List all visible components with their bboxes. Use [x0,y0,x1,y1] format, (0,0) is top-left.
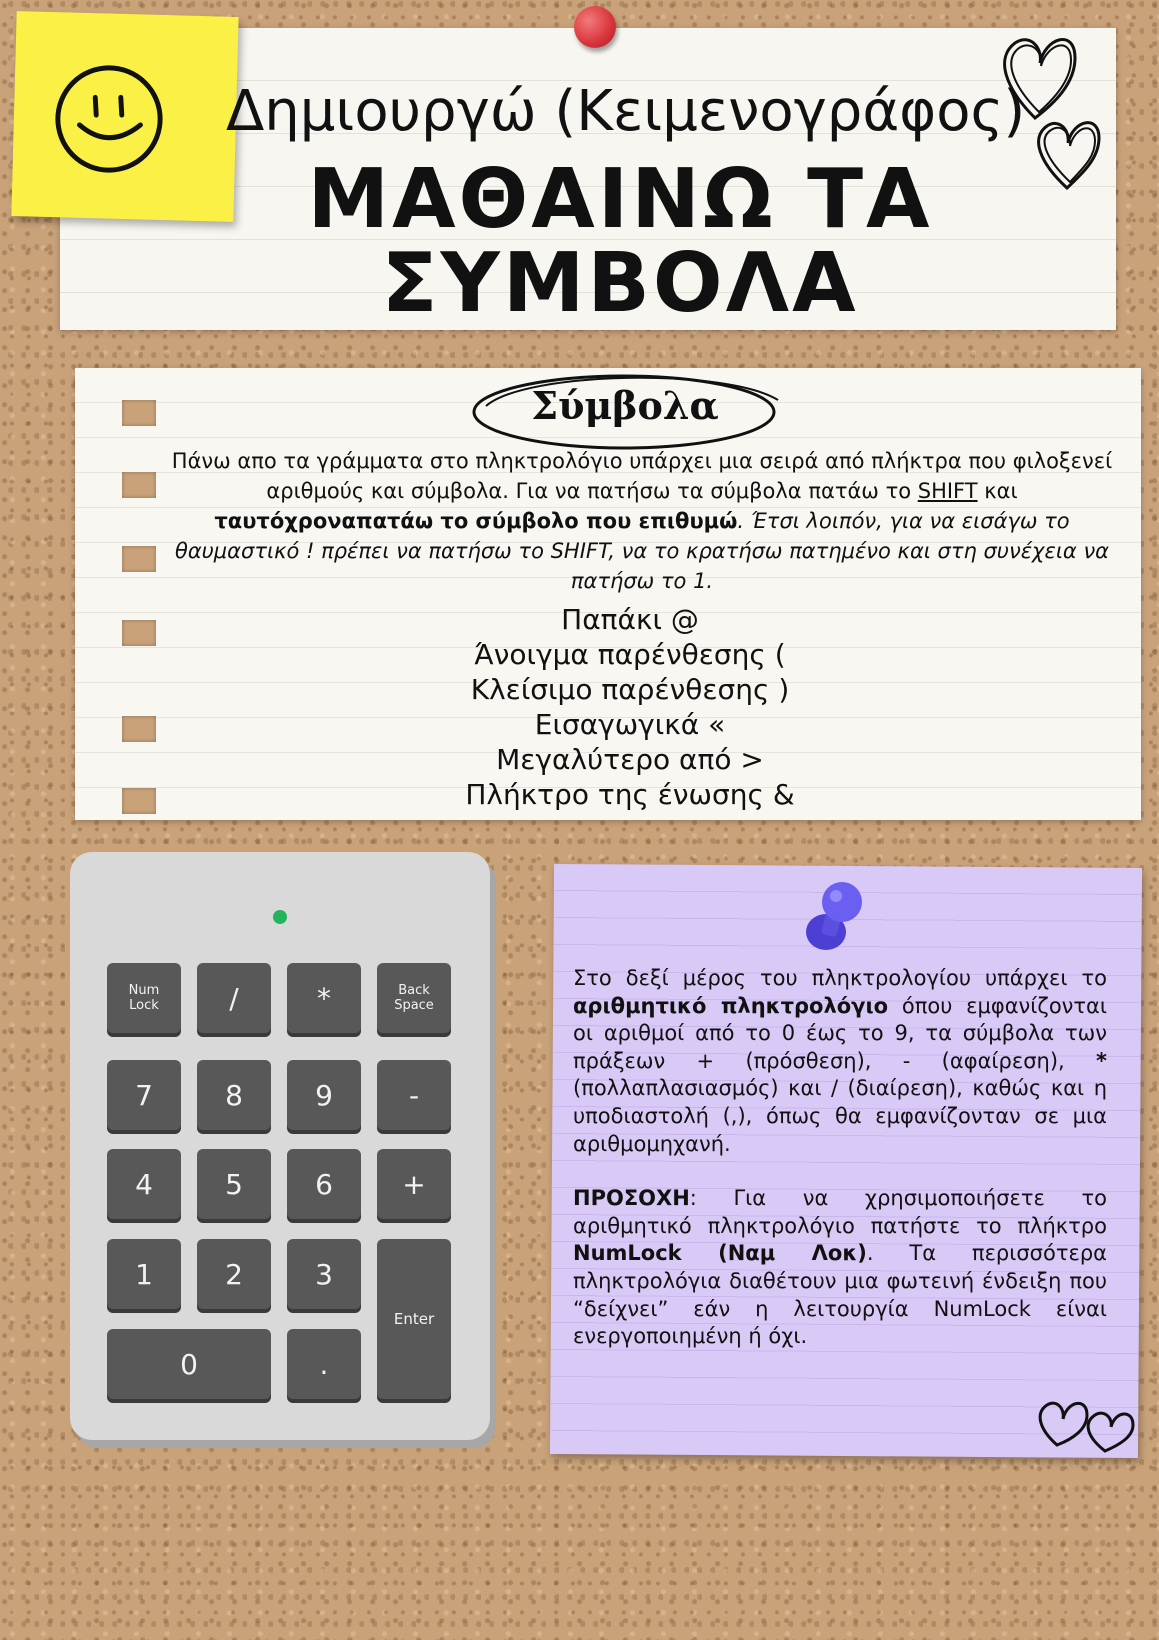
symbols-intro [170,446,1114,596]
note-paragraph-numeric-keypad [573,965,1107,1158]
list-item: Κλείσιμο παρένθεσης ) [470,673,790,706]
title-line-2: ΣΥΜΒΟΛΑ [381,236,859,331]
key-2[interactable]: 2 [197,1239,271,1309]
attention-label: ΠΡΟΣΟΧΗ [573,1186,690,1211]
page-title [260,152,980,331]
key-5[interactable]: 5 [197,1149,271,1219]
note-text-span: όπου εμφανίζονται οι αριθμοί από το 0 έως το 9, τα σύμβολα των πράξεων + (πρόσθεση), - (αφαίρεση), [573,993,1107,1073]
key-3[interactable]: 3 [287,1239,361,1309]
heart-icon [995,8,1115,198]
smiley-icon [50,60,168,178]
list-item: Άνοιγμα παρένθεσης ( [474,638,786,671]
note-text-span: Στο δεξί μέρος του πληκτρολογίου υπάρχει το [573,966,1107,990]
note-text-span: . Τα περισσότερα πληκτρολόγια διαθέτουν μια φωτεινή ένδειξη που “δείχνει” εάν η λειτουργία NumLock είναι ενεργοποιημένη ή όχι. [573,1241,1107,1349]
key-1[interactable]: 1 [107,1239,181,1309]
list-item: Πλήκτρο της ένωσης & [465,778,795,811]
title-line-1: ΜΑΘΑΙΝΩ ΤΑ [307,152,933,247]
shift-key-text: SHIFT [917,479,978,503]
page-subtitle: Δημιουργώ (Κειμενογράφος) [226,79,1026,144]
numlock-led-indicator [273,910,287,924]
key-dot[interactable]: . [287,1329,361,1399]
key-9[interactable]: 9 [287,1060,361,1130]
key-6[interactable]: 6 [287,1149,361,1219]
intro-text: Πάνω απο τα γράμματα στο πληκτρολόγιο υπάρχει μια σειρά από πλήκτρα που φιλοξενεί αριθμούς και σύμβολα. Για να πατήσω τα σύμβολα πατάω το [171,449,1113,503]
key-asterisk[interactable]: * [287,963,361,1033]
intro-text: και [977,479,1018,503]
note-text [573,965,1107,1351]
section-heading: Σύμβολα [531,383,719,428]
key-slash[interactable]: / [197,963,271,1033]
note-text-span: : Για να χρησιμοποιήσετε το αριθμητικό πληκτρολόγιο πατήστε το πλήκτρο [573,1186,1107,1238]
list-item: Παπάκι @ [561,603,699,636]
key-backspace[interactable]: Back Space [377,963,451,1033]
key-4[interactable]: 4 [107,1149,181,1219]
key-0[interactable]: 0 [107,1329,271,1399]
blue-pushpin-icon [798,880,868,960]
note-bold-text: * [1096,1048,1107,1073]
heart-icon [1035,1385,1135,1455]
red-pushpin-icon [574,6,616,48]
key-8[interactable]: 8 [197,1060,271,1130]
note-text-span: (πολλαπλασιασμός) και / (διαίρεση), καθώς και η υποδιαστολή (,), όπως θα εμφανίζονταν σε μια αριθμομηχανή. [573,1076,1107,1156]
intro-italic-text: . Έτσι λοιπόν, για να εισάγω το θαυμαστικό ! πρέπει να πατήσω το SHIFT, να το κρατήσω πατημένο και στη συνέχεια να πατήσω το 1. [174,509,1110,593]
key-enter[interactable]: Enter [377,1239,451,1399]
key-minus[interactable]: - [377,1060,451,1130]
key-7[interactable]: 7 [107,1060,181,1130]
list-item: Εισαγωγικά « [534,708,726,741]
symbols-list [330,602,930,812]
note-bold-text: NumLock (Ναμ Λοκ) [573,1241,867,1266]
key-plus[interactable]: + [377,1149,451,1219]
note-bold-text: αριθμητικό πληκτρολόγιο [573,993,889,1018]
note-paragraph-attention [573,1185,1107,1351]
intro-bold-text: ταυτόχροναπατάω το σύμβολο που επιθυμώ [214,509,738,533]
key-numlock[interactable]: Num Lock [107,963,181,1033]
list-item: Μεγαλύτερο από > [496,743,764,776]
